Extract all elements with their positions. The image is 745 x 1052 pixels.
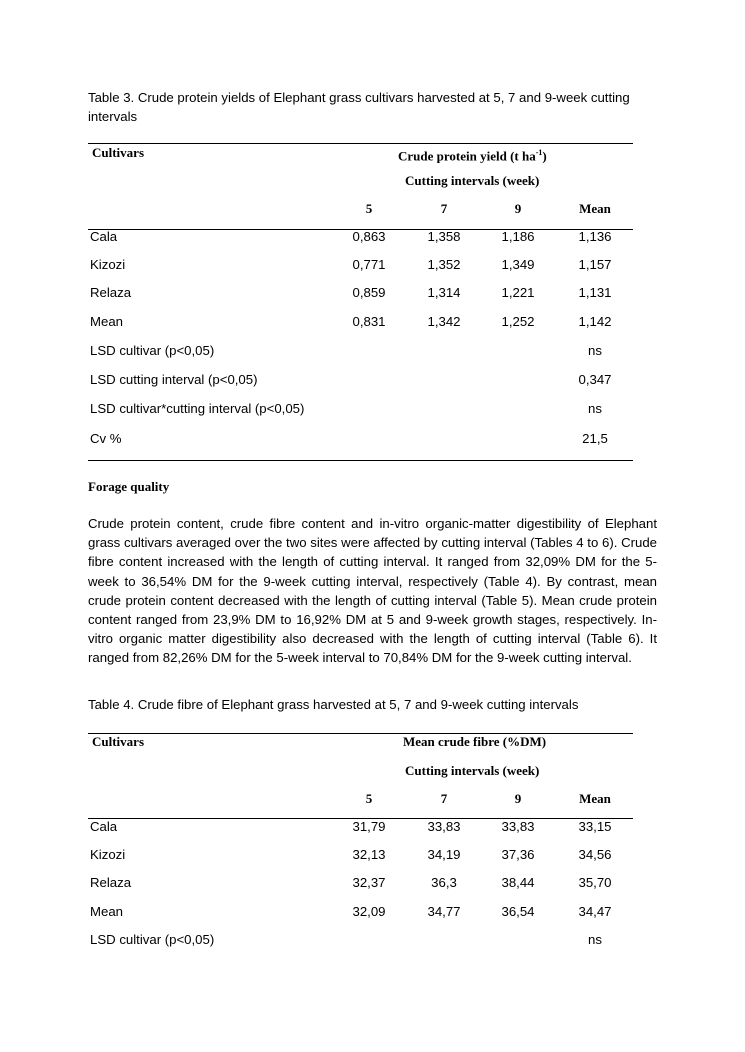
cell: 1,131 [578,285,612,300]
row-label: Mean [90,904,123,919]
table4-sub-header: Cutting intervals (week) [405,763,540,778]
cell: 1,252 [501,314,535,329]
table4-col-9: 9 [514,791,522,806]
table4-group-header: Mean crude fibre (%DM) [403,734,547,749]
table3-sub-header: Cutting intervals (week) [405,173,540,188]
cell: 34,77 [427,904,461,919]
cell: 0,831 [352,314,386,329]
table3-group-header [398,145,547,164]
cell: 34,47 [578,904,612,919]
section-heading: Forage quality [88,479,170,494]
cell: 1,352 [427,257,461,272]
cell: 33,83 [501,819,535,834]
cell: 36,3 [431,875,457,890]
row-label: Kizozi [90,257,126,272]
row-label: Relaza [90,285,132,300]
table4-col-7: 7 [440,791,448,806]
table3-group-header-end: ) [542,148,547,164]
table3-caption: Table 3. Crude protein yields of Elephant grass cultivars harvested at 5, 7 and 9-week cutting intervals [88,90,630,124]
cell: 21,5 [582,431,608,446]
cell: 38,44 [501,875,535,890]
cell: 0,771 [352,257,386,272]
table4-col-mean: Mean [579,791,611,806]
cell: 1,358 [427,229,461,244]
cell: 36,54 [501,904,535,919]
cell: 0,863 [352,229,386,244]
table3-bottom-rule [88,460,633,461]
table3-col-label: Cultivars [92,145,144,160]
row-label: Kizozi [90,847,126,862]
cell: 1,342 [427,314,461,329]
table3-col-7: 7 [440,201,448,216]
cell: ns [588,343,602,358]
row-label: LSD cultivar (p<0,05) [90,932,215,947]
cell: 32,13 [352,847,386,862]
cell: 1,142 [578,314,612,329]
row-label: LSD cultivar (p<0,05) [90,343,215,358]
cell: 34,56 [578,847,612,862]
table3-group-header-sup: -1 [535,148,543,157]
table3-top-rule [88,143,633,144]
row-label: Mean [90,314,123,329]
table3-col-9: 9 [514,201,522,216]
cell: 0,347 [578,372,612,387]
cell: 37,36 [501,847,535,862]
row-label: Cv % [90,431,122,446]
cell: 1,157 [578,257,612,272]
cell: 0,859 [352,285,386,300]
cell: ns [588,932,602,947]
table4-caption: Table 4. Crude fibre of Elephant grass harvested at 5, 7 and 9-week cutting intervals [88,697,579,712]
row-label: LSD cultivar*cutting interval (p<0,05) [90,401,305,416]
cell: 32,09 [352,904,386,919]
cell: 33,15 [578,819,612,834]
row-label: Cala [90,819,118,834]
cell: 34,19 [427,847,461,862]
cell: 33,83 [427,819,461,834]
section-paragraph: Crude protein content, crude fibre content and in-vitro organic-matter digestibility of Elephant grass cultivars averaged over the two sites were affected by cutting interval (Tables 4 to 6). Crude fibre content increased with the length of cutting interval. It ranged from 32,09% DM for the 5-week to 36,54% DM for the 9-week cutting interval, respectively (Table 4). By contrast, mean crude protein content decreased with the length of cutting interval (Table 5). Mean crude protein content ranged from 23,9% DM to 16,92% DM at 5 and 9-week growth stages, respectively. In-vitro organic matter digestibility also decreased with the length of cutting interval (Table 6). It ranged from 82,26% DM for the 5-week interval to 70,84% DM for the 9-week cutting interval. [88,516,657,666]
cell: 32,37 [352,875,386,890]
row-label: Relaza [90,875,132,890]
table4-col-label: Cultivars [92,734,144,749]
table3-col-mean: Mean [579,201,611,216]
cell: 35,70 [578,875,612,890]
row-label: LSD cutting interval (p<0,05) [90,372,258,387]
cell: ns [588,401,602,416]
cell: 1,314 [427,285,461,300]
cell: 1,136 [578,229,612,244]
cell: 1,349 [501,257,535,272]
row-label: Cala [90,229,118,244]
table4-top-rule [88,733,633,734]
table3-col-5: 5 [365,201,373,216]
table3-group-header-text: Crude protein yield (t ha [398,148,536,164]
cell: 31,79 [352,819,386,834]
cell: 1,186 [501,229,535,244]
table4-col-5: 5 [365,791,373,806]
cell: 1,221 [501,285,535,300]
